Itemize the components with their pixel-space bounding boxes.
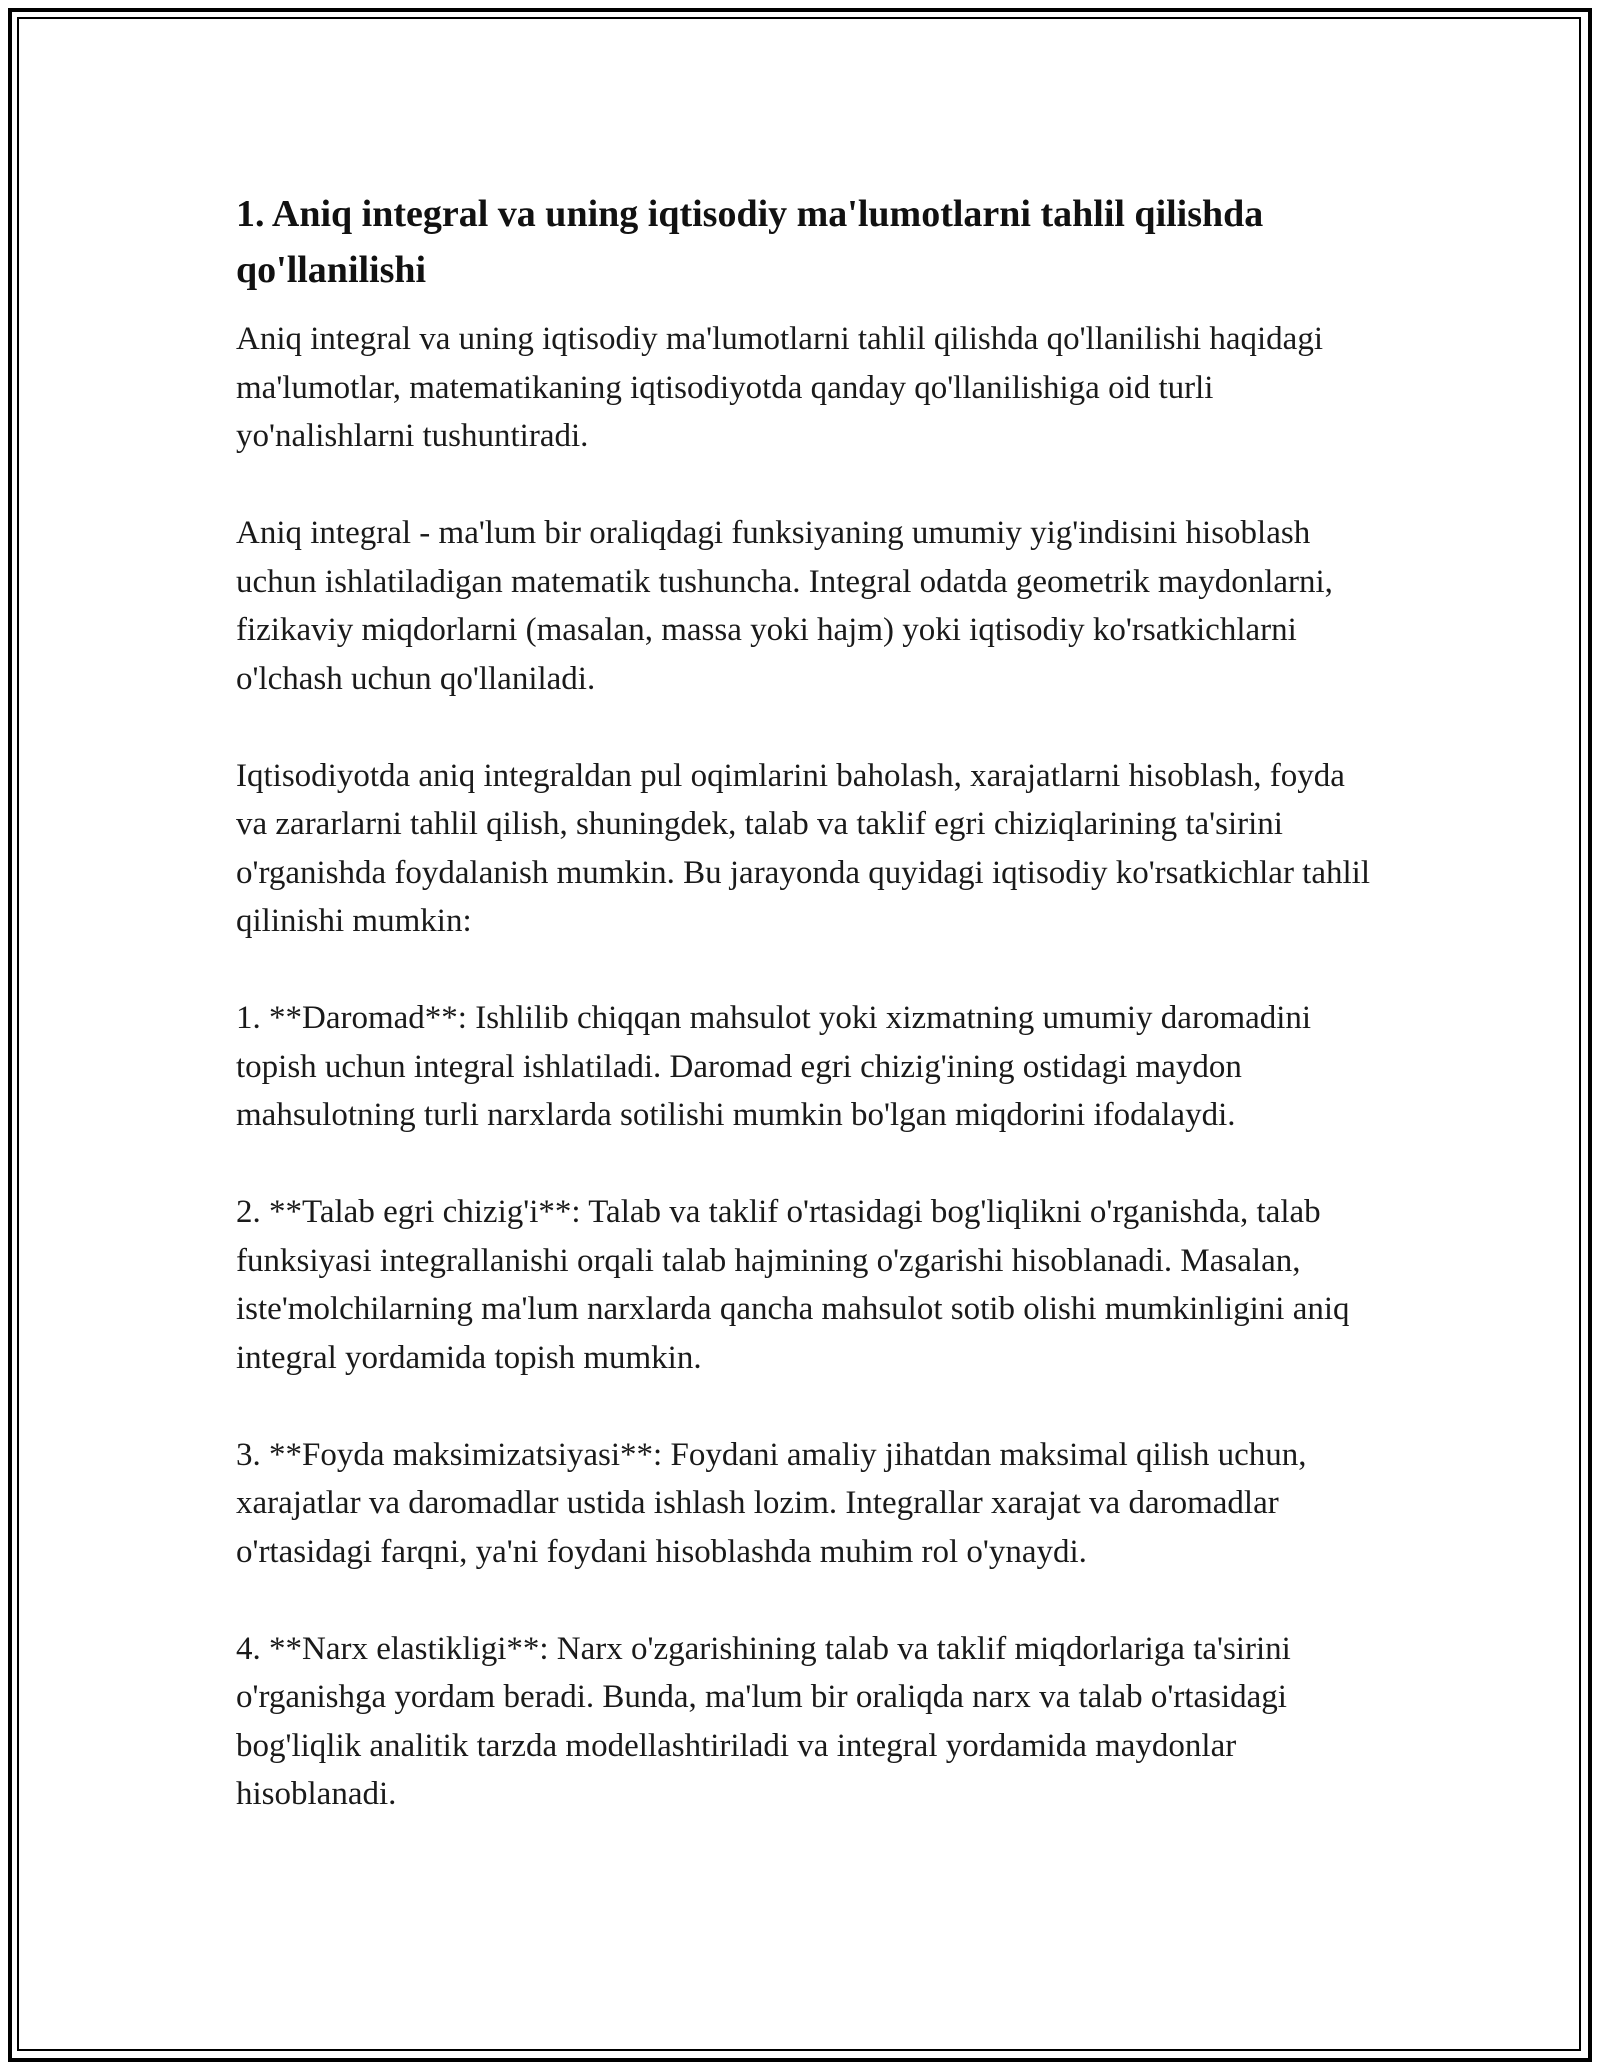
paragraph-definition: Aniq integral - ma'lum bir oraliqdagi funksiyaning umumiy yig'indisini hisoblash uchun ishlatiladigan matematik tushuncha. Integral odatda geometrik maydonlarni, fizikaviy miqdorlarni (masalan, massa yoki hajm) yoki iqtisodiy ko'rsatkichlarni o'lchash uchun qo'llaniladi. <box>236 515 1333 697</box>
list-item-narx: 4. **Narx elastikligi**: Narx o'zgarishining talab va taklif miqdorlariga ta'sirini o'rganishga yordam beradi. Bunda, ma'lum bir oraliqda narx va talab o'rtasidagi bog'liqlik analitik tarzda modellashtiriladi va integral yordamida maydonlar hisoblanadi. <box>236 1630 1291 1812</box>
document-body <box>236 186 1376 1867</box>
paragraph-economics: Iqtisodiyotda aniq integraldan pul oqimlarini baholash, xarajatlarni hisoblash, foyda va zararlarni tahlil qilish, shuningdek, talab va taklif egri chiziqlarining ta'sirini o'rganishda foydalanish mumkin. Bu jarayonda quyidagi iqtisodiy ko'rsatkichlar tahlil qilinishi mumkin: <box>236 757 1371 939</box>
paragraph-intro: Aniq integral va uning iqtisodiy ma'lumotlarni tahlil qilishda qo'llanilishi haqidagi ma'lumotlar, matematikaning iqtisodiyotda qanday qo'llanilishiga oid turli yo'nalishlarni tushuntiradi. <box>236 321 1324 454</box>
document-title: 1. Aniq integral va uning iqtisodiy ma'lumotlarni tahlil qilishda qo'llanilishi <box>236 193 1264 291</box>
list-item-talab: 2. **Talab egri chizig'i**: Talab va taklif o'rtasidagi bog'liqlikni o'rganishda, talab funksiyasi integrallanishi orqali talab hajmining o'zgarishi hisoblanadi. Masalan, iste'molchilarning ma'lum narxlarda qancha mahsulot sotib olishi mumkinligini aniq integral yordamida topish mumkin. <box>236 1194 1350 1376</box>
list-item-foyda: 3. **Foyda maksimizatsiyasi**: Foydani amaliy jihatdan maksimal qilish uchun, xarajatlar va daromadlar ustida ishlash lozim. Integrallar xarajat va daromadlar o'rtasidagi farqni, ya'ni foydani hisoblashda muhim rol o'ynaydi. <box>236 1436 1307 1570</box>
list-item-daromad: 1. **Daromad**: Ishlilib chiqqan mahsulot yoki xizmatning umumiy daromadini topish uchun integral ishlatiladi. Daromad egri chizig'ining ostidagi maydon mahsulotning turli narxlarda sotilishi mumkin bo'lgan miqdorini ifodalaydi. <box>236 1000 1312 1133</box>
